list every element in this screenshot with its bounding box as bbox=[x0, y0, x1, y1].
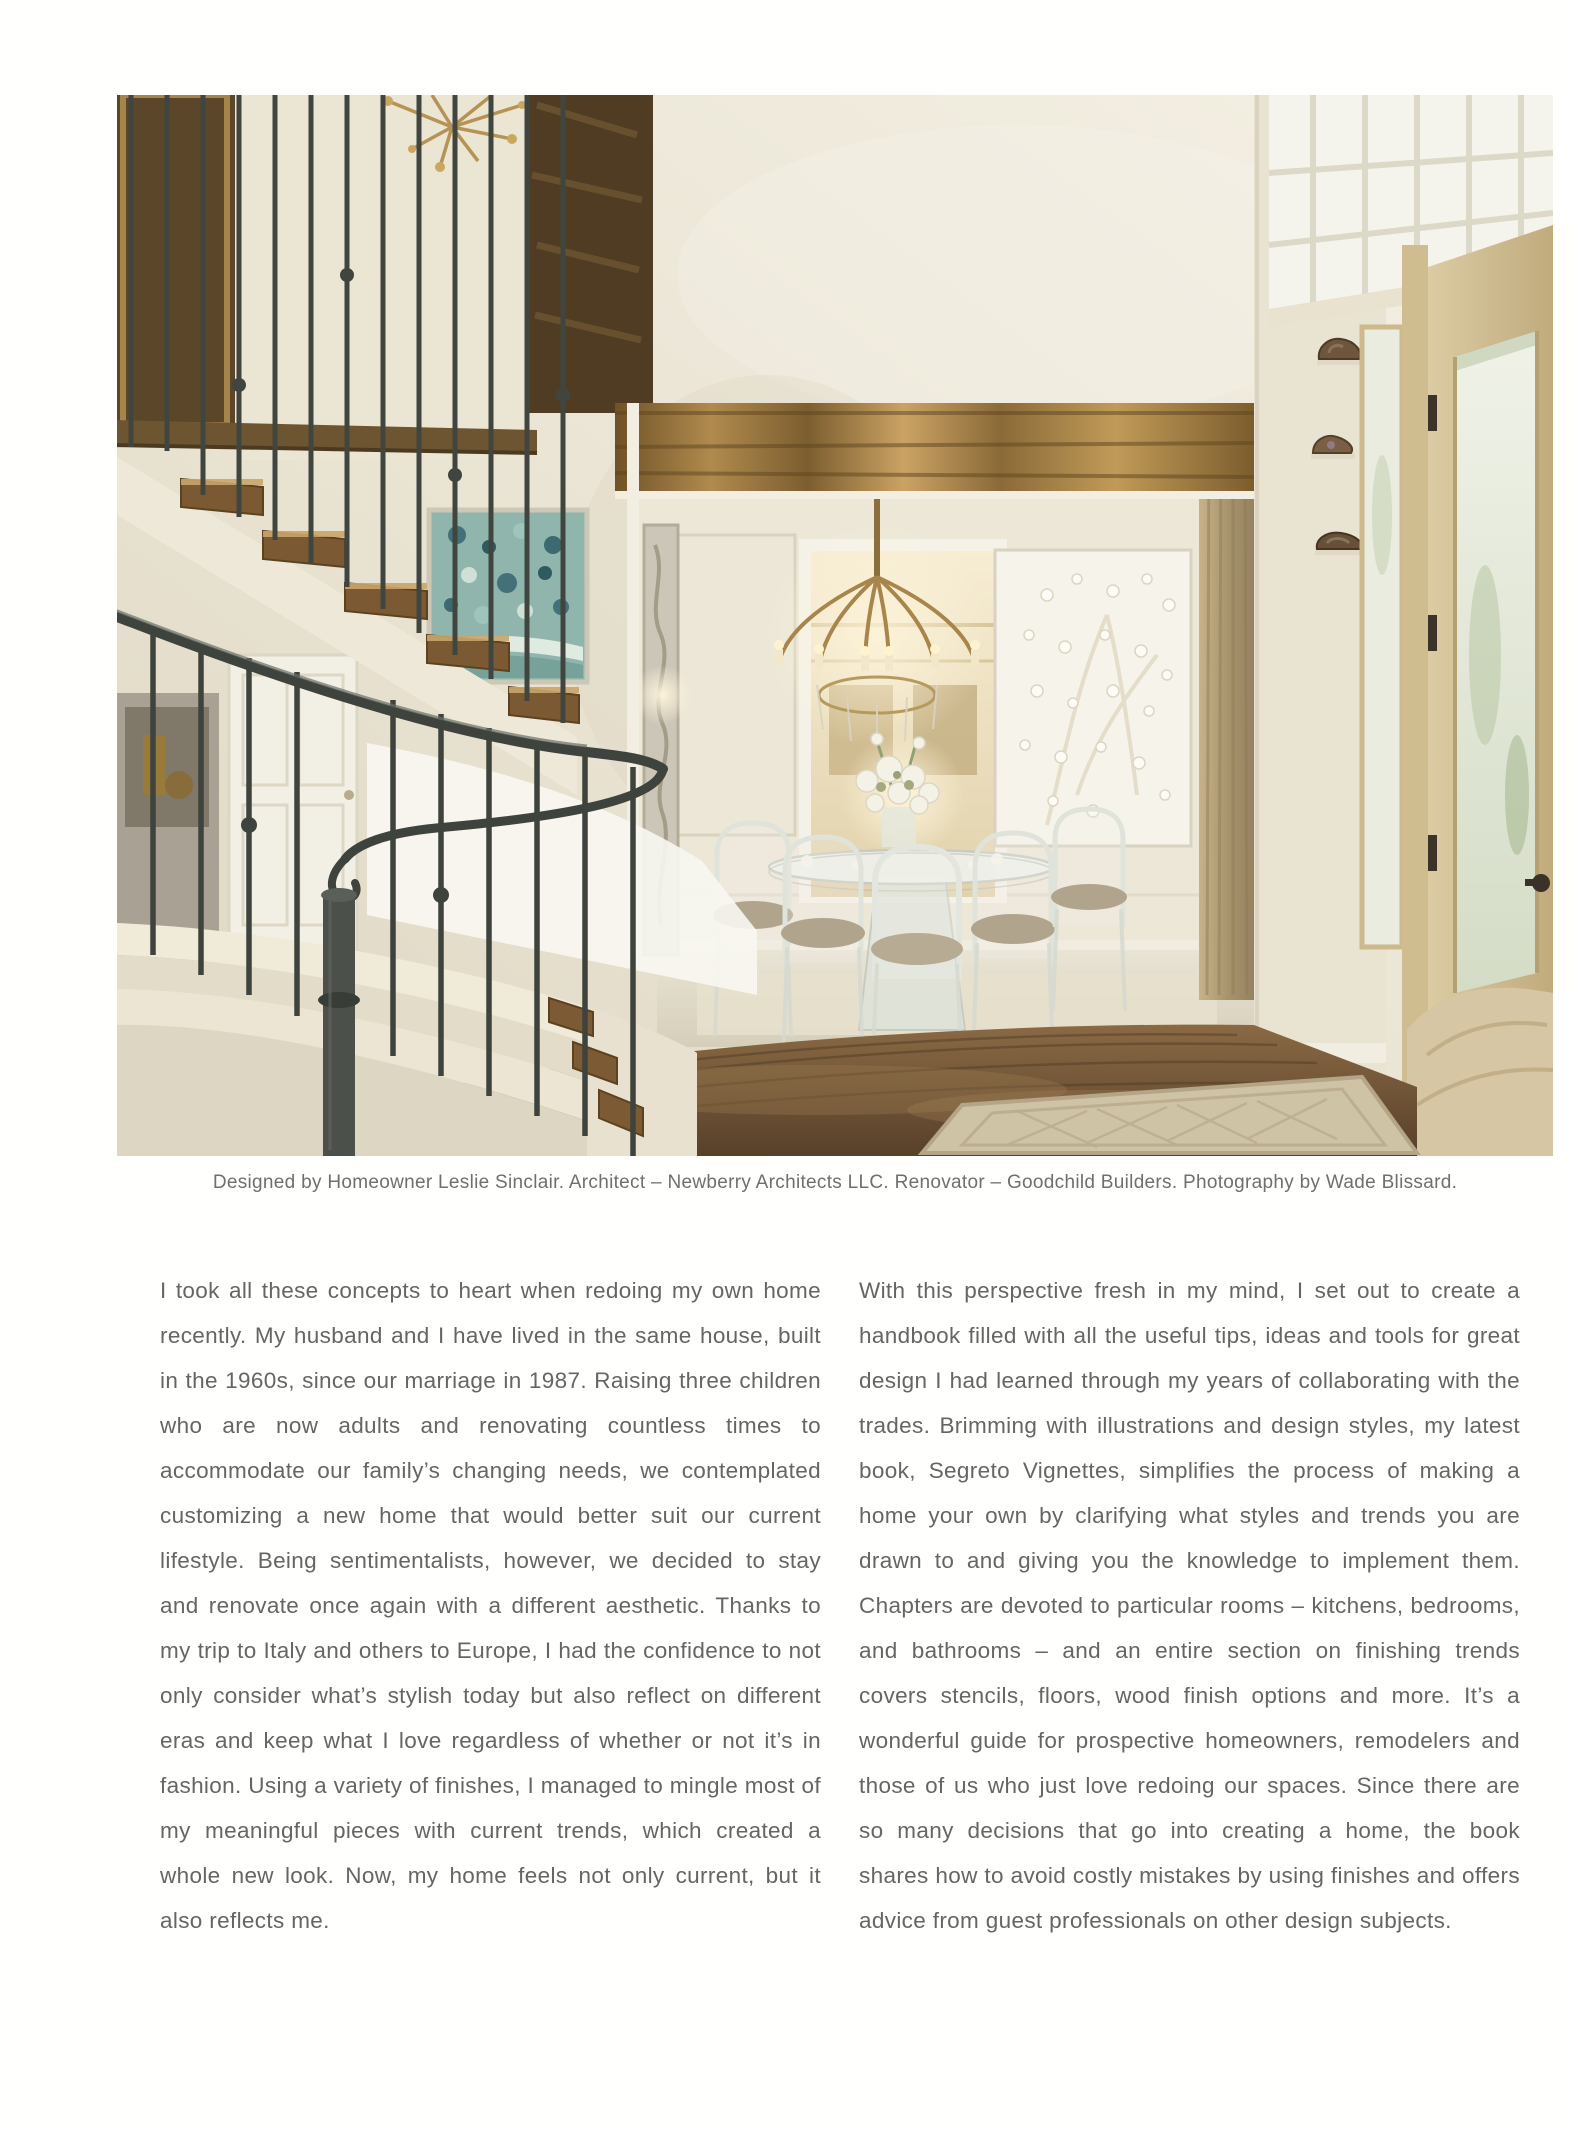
paragraph-left: I took all these concepts to heart when redoing my own home recently. My husband and I have lived in the same house, built in the 1960s, since our marriage in 1987. Raising three children who are now adults and renovating countless times to accommodate our family’s changing needs, we contemplated customizing a new home that would better suit our current lifestyle. Being sentimentalists, however, we decided to stay and renovate once again with a different aesthetic. Thanks to my trip to Italy and others to Europe, I had the confidence to not only consider what’s stylish today but also reflect on different eras and keep what I love regardless of whether or not it’s in fashion. Using a variety of finishes, I managed to mingle most of my meaningful pieces with current trends, which created a whole new look. Now, my home feels not only current, but it also reflects me. bbox=[160, 1278, 821, 1933]
body-column-left bbox=[160, 1268, 821, 1943]
article-body bbox=[160, 1268, 1520, 1943]
photo-credit-caption: Designed by Homeowner Leslie Sinclair. Architect – Newberry Architects LLC. Renovator – Goodchild Builders. Photography by Wade Blissard. bbox=[212, 1172, 1458, 1193]
curtain bbox=[1199, 425, 1257, 1000]
entry-door-area bbox=[1254, 95, 1553, 1156]
paragraph-right: With this perspective fresh in my mind, I set out to create a handbook filled with all the useful tips, ideas and tools for great design I had learned through my years of collaborating with the trades. Brimming with illustrations and design styles, my latest book, Segreto Vignettes, simplifies the process of making a home your own by clarifying what styles and trends you are drawn to and giving you the knowledge to implement them. Chapters are devoted to particular rooms – kitchens, bedrooms, and bathrooms – and an entire section on finishing trends covers stencils, floors, wood finish options and more. It’s a wonderful guide for prospective homeowners, remodelers and those of us who just love redoing our spaces. Since there are so many decisions that go into creating a home, the book shares how to avoid costly mistakes by using finishes and offers advice from guest professionals on other design subjects. bbox=[859, 1278, 1520, 1933]
dining-room bbox=[615, 403, 1257, 1093]
hero-photo bbox=[117, 95, 1553, 1156]
white-canvas-art bbox=[995, 550, 1191, 846]
bench-fabric bbox=[1407, 988, 1553, 1156]
sidelight bbox=[1362, 327, 1402, 947]
newel-post bbox=[318, 888, 360, 1156]
body-column-right bbox=[859, 1268, 1520, 1943]
gilded-header bbox=[615, 403, 1257, 495]
